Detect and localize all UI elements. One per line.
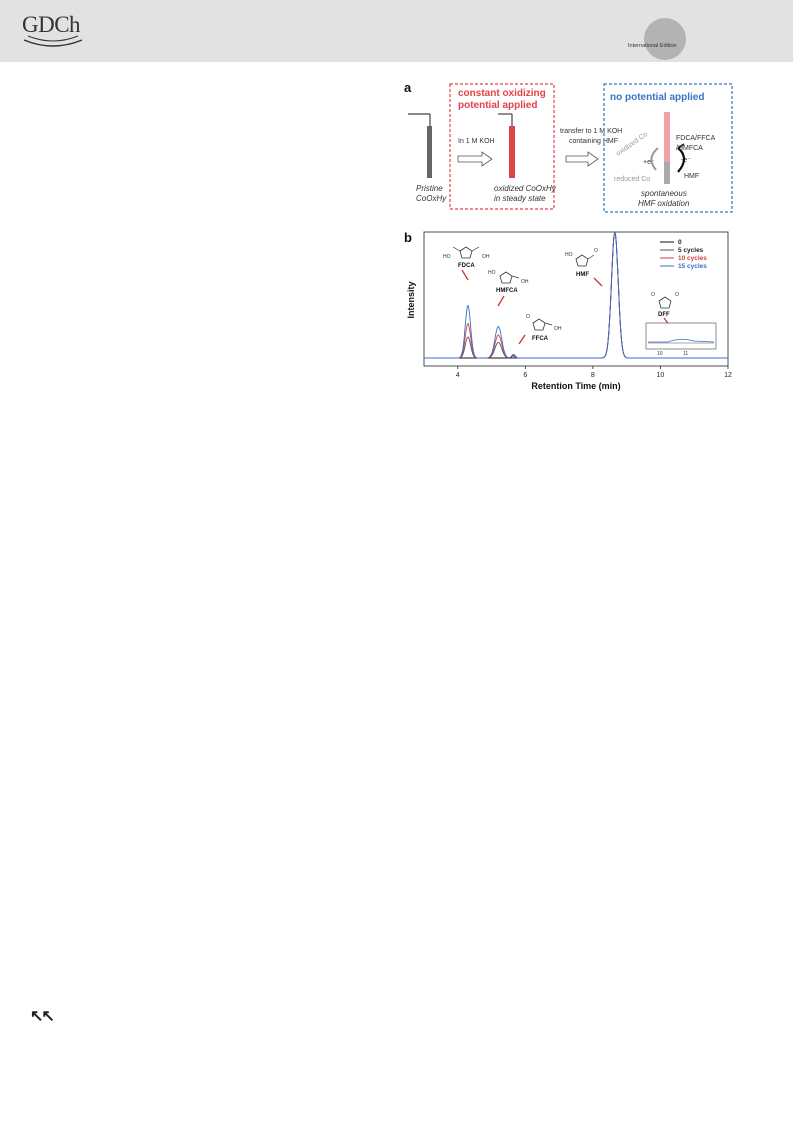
oxidized-label-2: in steady state	[494, 194, 546, 203]
edition-badge-circle	[644, 18, 686, 60]
spontaneous-label-1: spontaneous	[641, 189, 687, 198]
x-tick-label: 4	[455, 372, 460, 379]
x-tick-label: 6	[523, 372, 528, 379]
reduced-electrode-part	[664, 162, 670, 184]
product-label-1: FDCA/FFCA	[676, 135, 716, 142]
x-tick-label: 10	[656, 372, 665, 379]
x-axis-ticks	[456, 366, 732, 379]
x-tick-label: 8	[590, 372, 595, 379]
hmfca-label: HMFCA	[496, 288, 518, 294]
figure	[398, 78, 738, 398]
logo-swoosh-icon	[22, 34, 84, 50]
box2-title: no potential applied	[610, 92, 705, 103]
reduced-co-label: reduced Co	[614, 176, 651, 183]
logo-text: GDCh	[22, 12, 81, 37]
dff-label: DFF	[658, 312, 670, 318]
transfer-label-2: containing HMF	[569, 138, 619, 145]
molecule-fdca	[443, 247, 490, 269]
molecule-dff	[651, 292, 679, 318]
legend-label: 10 cycles	[678, 255, 707, 262]
journal-header	[0, 0, 793, 62]
ffca-pointer	[519, 335, 525, 344]
hmf-label: HMF	[576, 272, 589, 278]
molecule-hmf	[565, 248, 598, 278]
pristine-label-1: Pristine	[416, 184, 443, 193]
panel-a-label: a	[404, 80, 412, 95]
hmf-pointer	[594, 278, 602, 286]
hmfca-pointer	[498, 296, 504, 306]
electron-arc-left-icon	[651, 148, 658, 170]
minus-electron-label: -e⁻	[681, 157, 691, 164]
hmf-input-label: HMF	[684, 173, 700, 180]
figure-svg	[398, 78, 738, 398]
legend-label: 15 cycles	[678, 263, 707, 270]
box1-title-2: potential applied	[458, 100, 538, 111]
svg-text:O: O	[675, 292, 679, 298]
edition-label: International Edition	[628, 43, 677, 49]
y-axis-title: Intensity	[406, 281, 416, 319]
legend	[660, 239, 707, 270]
double-arrow-up-left-icon[interactable]: ↖↖	[30, 1008, 53, 1025]
inset-tick-10: 10	[657, 351, 663, 357]
fdca-label: FDCA	[458, 263, 475, 269]
gdch-logo	[22, 12, 84, 52]
svg-text:HO: HO	[488, 270, 496, 276]
molecule-hmfca	[488, 270, 529, 294]
panel-b-label: b	[404, 230, 412, 245]
svg-text:OH: OH	[482, 254, 490, 260]
plus-electron-label: +e⁻	[643, 159, 655, 166]
transfer-label-1: transfer to 1 M KOH	[560, 128, 623, 135]
svg-text:HO: HO	[443, 254, 451, 260]
ffca-label: FFCA	[532, 336, 548, 342]
molecule-ffca	[526, 314, 562, 342]
svg-text:O: O	[594, 248, 598, 254]
process-arrow-1-icon	[458, 152, 492, 166]
x-axis-title: Retention Time (min)	[531, 381, 621, 391]
oxidized-label-1: oxidized CoOxHy	[494, 184, 556, 193]
legend-label: 5 cycles	[678, 247, 704, 254]
inset-frame	[646, 323, 716, 349]
spontaneous-label-2: HMF oxidation	[638, 199, 690, 208]
svg-text:HO: HO	[565, 252, 573, 258]
product-label-2: /HMFCA	[676, 145, 703, 152]
svg-text:OH: OH	[554, 326, 562, 332]
oxidized-electrode	[509, 126, 515, 178]
svg-text:OH: OH	[521, 279, 529, 285]
pristine-electrode	[427, 126, 432, 178]
svg-text:O: O	[651, 292, 655, 298]
inset-tick-11: 11	[683, 351, 689, 357]
box1-title-1: constant oxidizing	[458, 88, 546, 99]
svg-text:O: O	[526, 314, 530, 320]
process-arrow-2-icon	[566, 152, 598, 166]
koh-label: In 1 M KOH	[458, 138, 495, 145]
oxidized-co-label: oxidized Co	[615, 130, 650, 158]
x-tick-label: 12	[724, 372, 732, 379]
pristine-label-2: CoOxHy	[416, 194, 447, 203]
fdca-pointer	[462, 270, 468, 280]
legend-label: 0	[678, 239, 682, 246]
